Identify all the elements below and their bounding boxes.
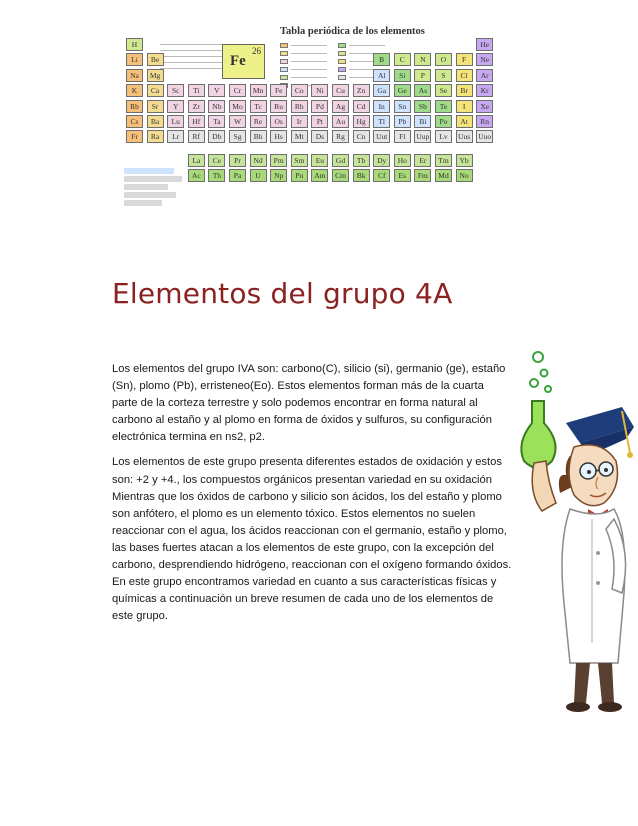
element-cell-zn: Zn	[353, 84, 370, 97]
element-cell-lu: Lu	[167, 115, 184, 128]
featured-element-symbol: Fe	[230, 53, 246, 69]
element-cell-th: Th	[208, 169, 225, 182]
element-cell-fe: Fe	[270, 84, 287, 97]
element-cell-es: Es	[394, 169, 411, 182]
element-cell-ac: Ac	[188, 169, 205, 182]
paragraph-2: Los elementos de este grupo presenta diferentes estados de oxidación y estos son: +2 y +4., los compuestos orgánicos presentan variedad en su oxidación Mientras que los óxidos de carbono y silicio son ácidos, los del estaño y plomo son anfótero, el plomo es un elemento tóxico. Estos elementos no suelen reaccionar con el agua, los ácidos reaccionan con el germanio, estaño y plomo, las bases fuertes atacan a los elementos de este grupo, con la excepción del carbono, desprendiendo hidrógeno, reaccionan con el oxígeno formando óxidos. En este grupo encontramos variedad en cuanto a sus características físicas y químicas a continuación un breve resumen de cada uno de los elementos de este grupo.	[112, 456, 512, 623]
element-cell-fm: Fm	[414, 169, 431, 182]
element-cell-he: He	[476, 38, 493, 51]
element-cell-ge: Ge	[394, 84, 411, 97]
element-cell-pr: Pr	[229, 154, 246, 167]
element-cell-s: S	[435, 69, 452, 82]
element-cell-uus: Uus	[456, 130, 473, 143]
element-cell-db: Db	[208, 130, 225, 143]
element-cell-xe: Xe	[476, 100, 493, 113]
element-cell-kr: Kr	[476, 84, 493, 97]
element-cell-c: C	[394, 53, 411, 66]
element-cell-cm: Cm	[332, 169, 349, 182]
element-cell-w: W	[229, 115, 246, 128]
element-cell-ni: Ni	[311, 84, 328, 97]
element-cell-ti: Ti	[188, 84, 205, 97]
element-cell-si: Si	[394, 69, 411, 82]
element-cell-co: Co	[291, 84, 308, 97]
element-cell-bh: Bh	[250, 130, 267, 143]
element-cell-md: Md	[435, 169, 452, 182]
element-cell-tb: Tb	[353, 154, 370, 167]
element-cell-ar: Ar	[476, 69, 493, 82]
element-cell-as: As	[414, 84, 431, 97]
element-cell-hs: Hs	[270, 130, 287, 143]
element-cell-sr: Sr	[147, 100, 164, 113]
element-cell-ca: Ca	[147, 84, 164, 97]
element-cell-ra: Ra	[147, 130, 164, 143]
element-cell-li: Li	[126, 53, 143, 66]
element-cell-sn: Sn	[394, 100, 411, 113]
element-cell-i: I	[456, 100, 473, 113]
element-cell-bk: Bk	[353, 169, 370, 182]
element-cell-ba: Ba	[147, 115, 164, 128]
element-cell-rn: Rn	[476, 115, 493, 128]
scientist-with-flask-icon	[494, 343, 638, 723]
section-heading: Elementos del grupo 4A	[112, 277, 453, 310]
element-cell-cl: Cl	[456, 69, 473, 82]
element-cell-ru: Ru	[270, 100, 287, 113]
element-cell-pt: Pt	[311, 115, 328, 128]
element-cell-f: F	[456, 53, 473, 66]
element-cell-na: Na	[126, 69, 143, 82]
element-cell-sg: Sg	[229, 130, 246, 143]
element-cell-n: N	[414, 53, 431, 66]
element-cell-cf: Cf	[373, 169, 390, 182]
element-cell-ce: Ce	[208, 154, 225, 167]
element-cell-uuo: Uuo	[476, 130, 493, 143]
featured-element-number: 26	[252, 46, 261, 56]
element-cell-rf: Rf	[188, 130, 205, 143]
element-cell-po: Po	[435, 115, 452, 128]
element-cell-eu: Eu	[311, 154, 328, 167]
body-text	[112, 361, 512, 633]
element-cell-ga: Ga	[373, 84, 390, 97]
element-cell-la: La	[188, 154, 205, 167]
element-cell-au: Au	[332, 115, 349, 128]
element-cell-sm: Sm	[291, 154, 308, 167]
element-cell-cs: Cs	[126, 115, 143, 128]
element-cell-tm: Tm	[435, 154, 452, 167]
element-cell-hg: Hg	[353, 115, 370, 128]
element-cell-mt: Mt	[291, 130, 308, 143]
element-cell-p: P	[414, 69, 431, 82]
element-cell-ho: Ho	[394, 154, 411, 167]
element-cell-uup: Uup	[414, 130, 431, 143]
element-cell-sc: Sc	[167, 84, 184, 97]
element-cell-rb: Rb	[126, 100, 143, 113]
element-cell-o: O	[435, 53, 452, 66]
element-cell-be: Be	[147, 53, 164, 66]
element-cell-rh: Rh	[291, 100, 308, 113]
element-cell-ta: Ta	[208, 115, 225, 128]
element-cell-np: Np	[270, 169, 287, 182]
element-cell-uut: Uut	[373, 130, 390, 143]
element-cell-v: V	[208, 84, 225, 97]
element-cell-br: Br	[456, 84, 473, 97]
element-cell-u: U	[250, 169, 267, 182]
element-cell-h: H	[126, 38, 143, 51]
periodic-table-title: Tabla periódica de los elementos	[280, 26, 425, 37]
element-cell-pd: Pd	[311, 100, 328, 113]
element-cell-ir: Ir	[291, 115, 308, 128]
periodic-table-image	[112, 28, 502, 213]
element-cell-fr: Fr	[126, 130, 143, 143]
element-cell-ne: Ne	[476, 53, 493, 66]
element-cell-tc: Tc	[250, 100, 267, 113]
element-cell-nd: Nd	[250, 154, 267, 167]
featured-element-box	[222, 44, 265, 79]
element-cell-ds: Ds	[311, 130, 328, 143]
element-cell-gd: Gd	[332, 154, 349, 167]
element-cell-pb: Pb	[394, 115, 411, 128]
element-cell-bi: Bi	[414, 115, 431, 128]
element-cell-fl: Fl	[394, 130, 411, 143]
element-cell-yb: Yb	[456, 154, 473, 167]
element-cell-se: Se	[435, 84, 452, 97]
element-cell-cn: Cn	[353, 130, 370, 143]
element-cell-sb: Sb	[414, 100, 431, 113]
periodic-table-notes	[124, 168, 182, 213]
element-cell-zr: Zr	[188, 100, 205, 113]
element-cell-at: At	[456, 115, 473, 128]
element-cell-tl: Tl	[373, 115, 390, 128]
element-cell-mo: Mo	[229, 100, 246, 113]
element-cell-ag: Ag	[332, 100, 349, 113]
paragraph-1: Los elementos del grupo IVA son: carbono(C), silicio (si), germanio (ge), estaño (Sn), plomo (Pb), erristeneo(Eo). Estos elementos forman más de la cuarta parte de la corteza terrestre y solo podemos encontrar en forma natural al carbono al estaño y al plomo en forma de óxidos y sulfuros, su configuración electrónica termina en ns2, p2.	[112, 363, 506, 444]
element-cell-no: No	[456, 169, 473, 182]
element-cell-os: Os	[270, 115, 287, 128]
element-cell-mn: Mn	[250, 84, 267, 97]
element-cell-b: B	[373, 53, 390, 66]
element-cell-cr: Cr	[229, 84, 246, 97]
element-cell-hf: Hf	[188, 115, 205, 128]
element-cell-cd: Cd	[353, 100, 370, 113]
element-cell-dy: Dy	[373, 154, 390, 167]
element-cell-k: K	[126, 84, 143, 97]
element-cell-mg: Mg	[147, 69, 164, 82]
element-cell-lv: Lv	[435, 130, 452, 143]
element-cell-am: Am	[311, 169, 328, 182]
element-cell-er: Er	[414, 154, 431, 167]
element-cell-in: In	[373, 100, 390, 113]
element-cell-cu: Cu	[332, 84, 349, 97]
element-cell-al: Al	[373, 69, 390, 82]
element-cell-lr: Lr	[167, 130, 184, 143]
element-cell-pa: Pa	[229, 169, 246, 182]
element-cell-y: Y	[167, 100, 184, 113]
element-cell-te: Te	[435, 100, 452, 113]
element-cell-rg: Rg	[332, 130, 349, 143]
element-cell-pm: Pm	[270, 154, 287, 167]
element-cell-pu: Pu	[291, 169, 308, 182]
element-cell-re: Re	[250, 115, 267, 128]
element-cell-nb: Nb	[208, 100, 225, 113]
